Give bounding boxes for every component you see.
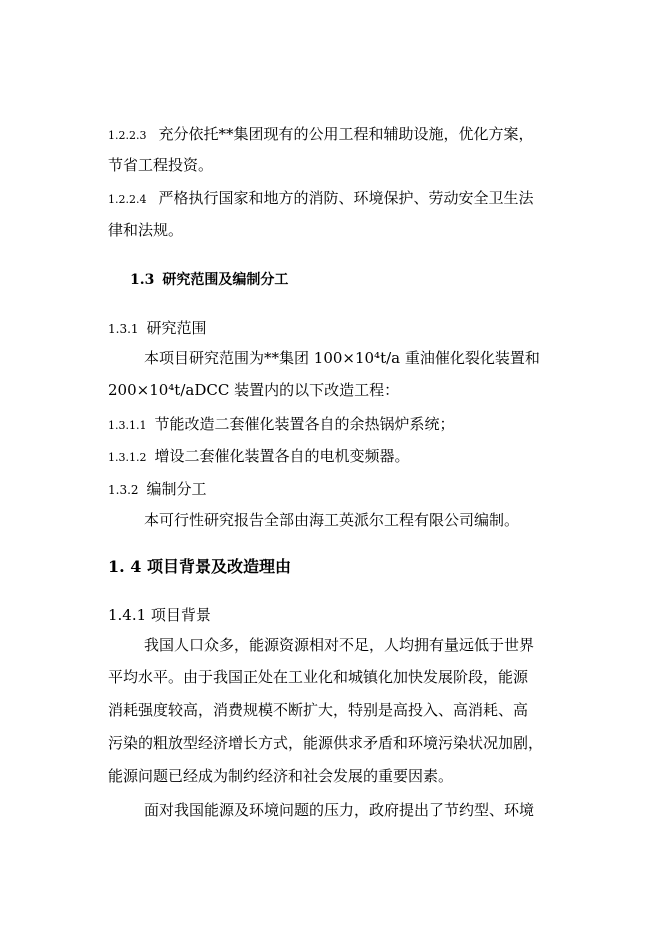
item-number: 1.3.1.2 [108,451,147,464]
paragraph-line: 面对我国能源及环境问题的压力，政府提出了节约型、环境 [144,801,535,819]
paragraph-line: 平均水平。由于我国正处在工业化和城镇化加快发展阶段，能源 [108,668,529,686]
clause-number: 1.2.2.3 [108,129,147,142]
paragraph-line: 污染的粗放型经济增长方式，能源供求矛盾和环境污染状况加剧， [108,734,544,752]
subsection-number: 1.3.1 [108,322,139,336]
item-number: 1.3.1.1 [108,419,147,432]
item-1-3-1-2 [108,446,582,468]
paragraph-line: 本可行性研究报告全部由海工英派尔工程有限公司编制。 [144,511,520,529]
item-text: 节能改造二套催化装置各自的余热锅炉系统； [154,415,455,433]
clause-1-2-2-3-continuation: 节省工程投资。 [108,156,214,174]
paragraph-line: 我国人口众多，能源资源相对不足，人均拥有量远低于世界 [144,636,535,654]
subsection-heading-1-4-1: 1.4.1 项目背景 [108,606,211,624]
item-1-3-1-1 [108,414,582,436]
section-title: 研究范围及编制分工 [162,272,289,288]
section-heading-1-4: 1. 4 项目背景及改造理由 [108,557,291,576]
paragraph-line: 能源问题已经成为制约经济和社会发展的重要因素。 [108,767,454,785]
clause-text: 严格执行国家和地方的消防、环境保护、劳动安全卫生法 [158,189,534,207]
paragraph-line: 本项目研究范围为**集团 100×10⁴t/a 重油催化裂化装置和 [144,349,540,367]
clause-1-2-2-3 [108,124,582,146]
clause-1-2-2-4-continuation: 律和法规。 [108,221,184,239]
item-text: 增设二套催化装置各自的电机变频器。 [154,447,410,465]
subsection-title: 编制分工 [146,480,207,498]
paragraph-line: 200×10⁴t/aDCC 装置内的以下改造工程： [108,381,400,399]
clause-1-2-2-4 [108,188,582,210]
section-heading-1-3 [130,270,582,290]
subsection-title: 研究范围 [146,319,207,337]
subsection-heading-1-3-1 [108,318,582,339]
section-number: 1.3 [130,272,155,288]
paragraph-line: 消耗强度较高，消费规模不断扩大，特别是高投入、高消耗、高 [108,701,529,719]
clause-number: 1.2.2.4 [108,193,147,206]
clause-text: 充分依托**集团现有的公用工程和辅助设施，优化方案， [158,125,534,143]
subsection-number: 1.3.2 [108,483,139,497]
subsection-heading-1-3-2 [108,479,582,500]
